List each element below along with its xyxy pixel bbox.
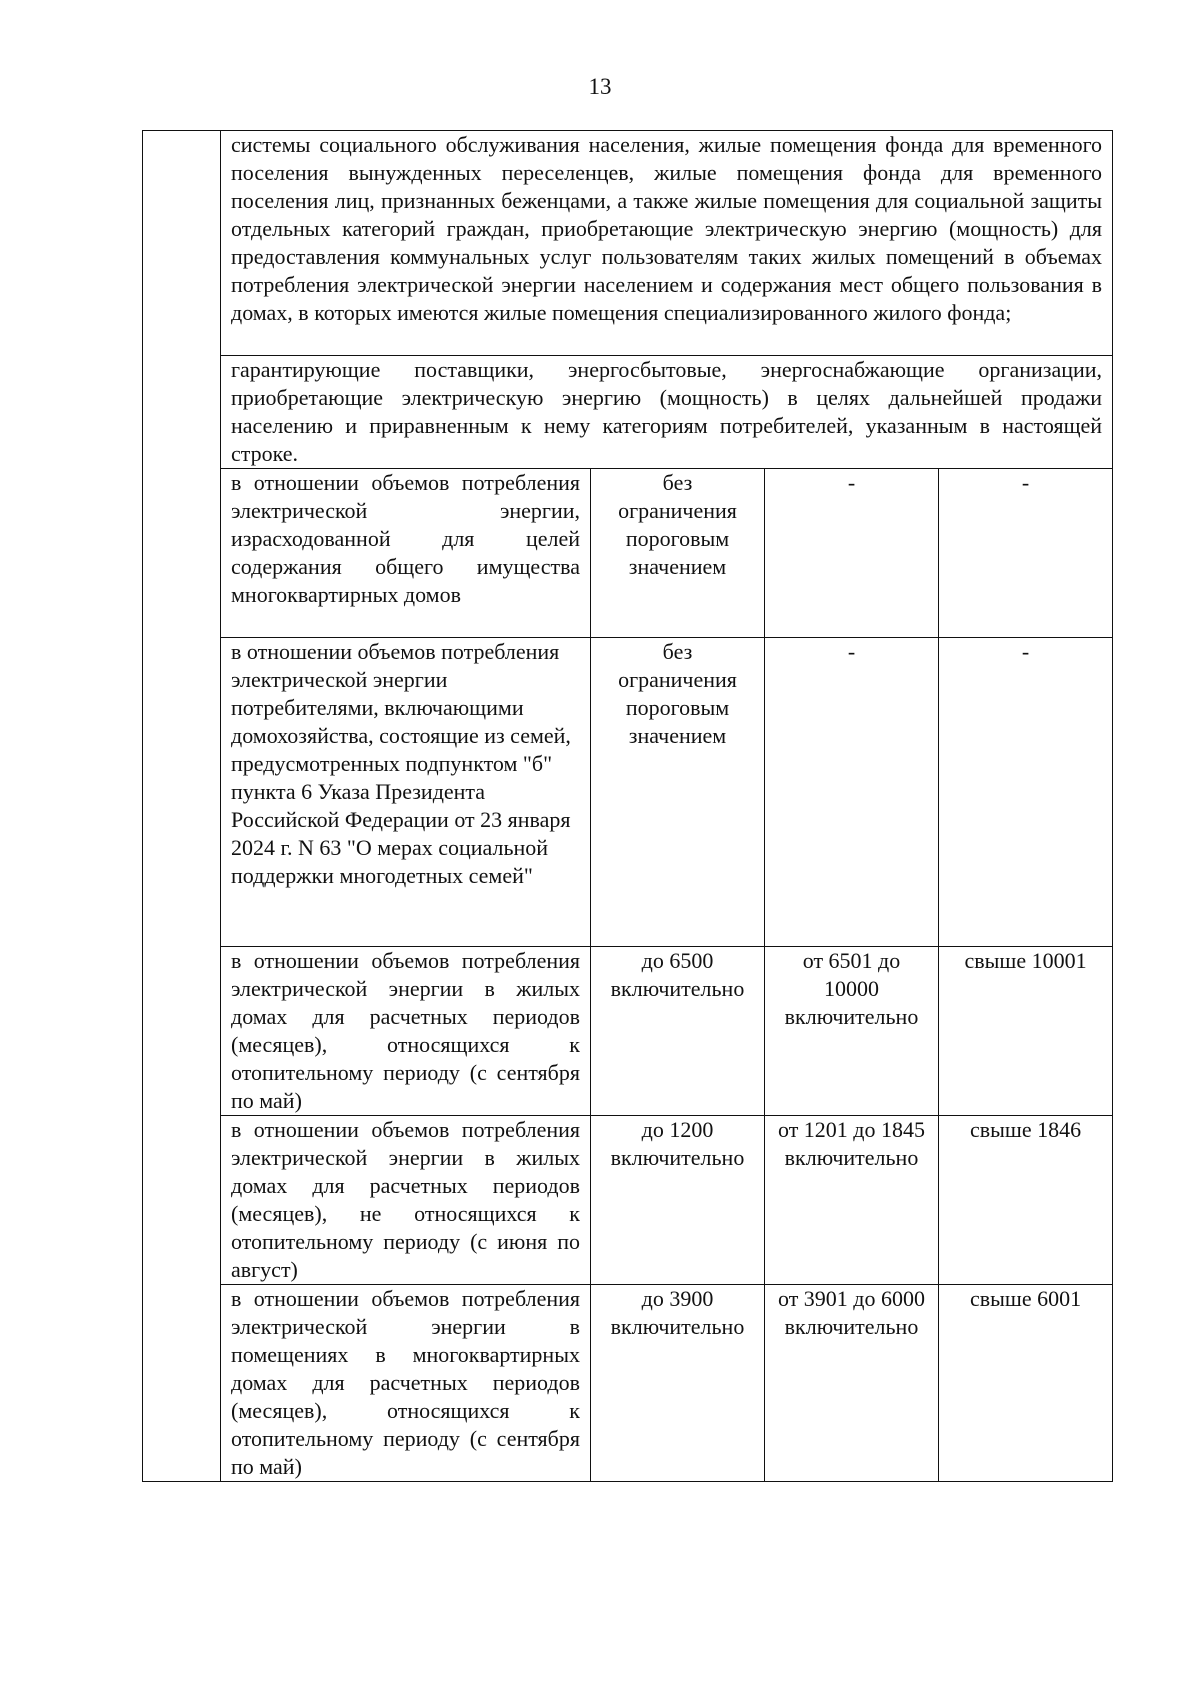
range-cell: - [765, 469, 939, 638]
condition-cell: в отношении объемов потребления электрической энергии в помещениях в многоквартирных домах для расчетных периодов (месяцев), относящихся к отопительному периоду (с сентября по май) [221, 1285, 591, 1482]
range-cell: без ограничения пороговым значением [591, 638, 765, 947]
table-row [143, 469, 1113, 638]
condition-cell: в отношении объемов потребления электрической энергии в жилых домах для расчетных периодов (месяцев), относящихся к отопительному периоду (с сентября по май) [221, 947, 591, 1116]
range-cell: - [939, 469, 1113, 638]
range-cell: от 3901 до 6000 включительно [765, 1285, 939, 1482]
range-cell: свыше 10001 [939, 947, 1113, 1116]
range-cell: свыше 1846 [939, 1116, 1113, 1285]
page-number: 13 [588, 74, 612, 99]
table-row [143, 131, 1113, 356]
range-cell: без ограничения пороговым значением [591, 469, 765, 638]
range-cell: - [939, 638, 1113, 947]
range-cell: до 6500 включительно [591, 947, 765, 1116]
table-row [143, 1116, 1113, 1285]
range-cell: от 6501 до 10000 включительно [765, 947, 939, 1116]
condition-cell: в отношении объемов потребления электрической энергии потребителями, включающими домохозяйства, состоящие из семей, предусмотренных подпунктом "б" пункта 6 Указа Президента Российской Федерации от 23 января 2024 г. N 63 "О мерах социальной поддержки многодетных семей" [221, 638, 591, 947]
category-text-cell: системы социального обслуживания населения, жилые помещения фонда для временного поселения вынужденных переселенцев, жилые помещения фонда для временного поселения лиц, признанных беженцами, а также жилые помещения для социальной защиты отдельных категорий граждан, приобретающие электрическую энергию (мощность) для предоставления коммунальных услуг пользователям таких жилых помещений в объемах потребления электрической энергии населением и содержания мест общего пользования в домах, в которых имеются жилые помещения специализированного жилого фонда; [221, 131, 1113, 356]
tariff-table [142, 130, 1113, 1482]
category-text-cell: гарантирующие поставщики, энергосбытовые, энергоснабжающие организации, приобретающие электрическую энергию (мощность) в целях дальнейшей продажи населению и приравненным к нему категориям потребителей, указанным в настоящей строке. [221, 356, 1113, 469]
range-cell: - [765, 638, 939, 947]
table-row [143, 356, 1113, 469]
table-row [143, 947, 1113, 1116]
table-row [143, 638, 1113, 947]
row-number-cell [143, 131, 221, 1482]
condition-cell: в отношении объемов потребления электрической энергии, израсходованной для целей содержания общего имущества многоквартирных домов [221, 469, 591, 638]
range-cell: до 1200 включительно [591, 1116, 765, 1285]
table-row [143, 1285, 1113, 1482]
range-cell: от 1201 до 1845 включительно [765, 1116, 939, 1285]
range-cell: до 3900 включительно [591, 1285, 765, 1482]
range-cell: свыше 6001 [939, 1285, 1113, 1482]
condition-cell: в отношении объемов потребления электрической энергии в жилых домах для расчетных периодов (месяцев), не относящихся к отопительному периоду (с июня по август) [221, 1116, 591, 1285]
